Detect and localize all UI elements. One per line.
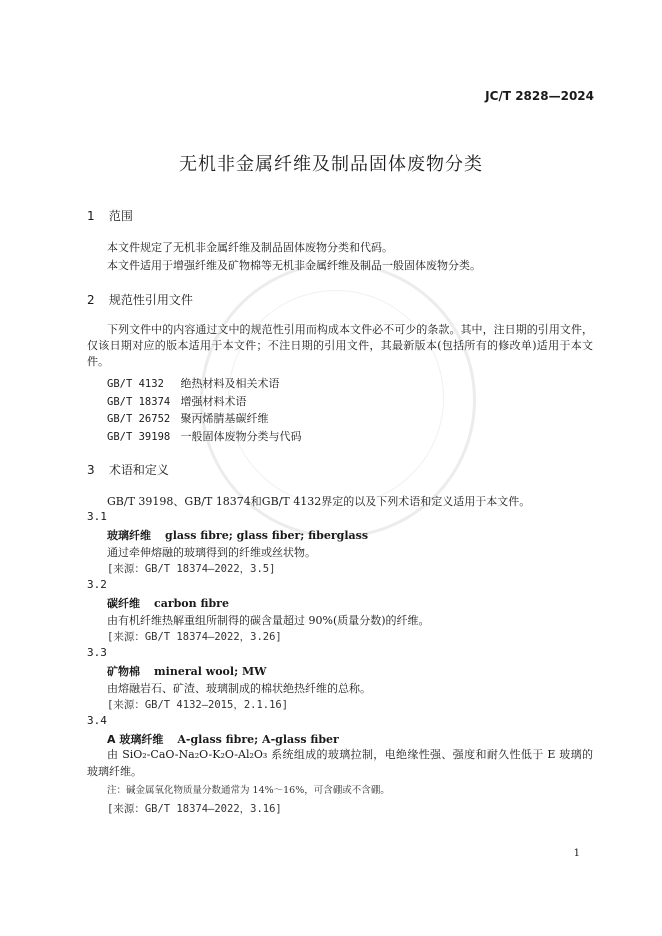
term-heading bbox=[107, 663, 267, 679]
section-number: 1 bbox=[87, 209, 95, 223]
term-en: carbon fibre bbox=[154, 597, 229, 610]
ref-name: 绝热材料及相关术语 bbox=[180, 377, 280, 390]
term-en: mineral wool; MW bbox=[154, 665, 267, 678]
term-source: [来源：GB/T 18374—2022，3.16] bbox=[107, 803, 282, 815]
term-heading bbox=[107, 595, 229, 611]
term-heading bbox=[107, 731, 339, 747]
section-title: 规范性引用文件 bbox=[108, 293, 193, 307]
ref-item bbox=[107, 375, 280, 391]
ref-code: GB/T 18374 bbox=[107, 396, 171, 408]
term-cn: 玻璃纤维 bbox=[107, 529, 151, 542]
ref-code: GB/T 4132 bbox=[107, 378, 164, 390]
ref-item bbox=[107, 393, 247, 409]
ref-item bbox=[107, 410, 269, 426]
term-heading bbox=[107, 527, 368, 543]
term-cn: 矿物棉 bbox=[107, 665, 140, 678]
standard-code: JC/T 2828—2024 bbox=[485, 89, 594, 103]
section-1-heading bbox=[87, 207, 133, 224]
term-number: 3.2 bbox=[87, 578, 107, 591]
term-definition: 由有机纤维热解重组所制得的碳含量超过 90%(质量分数)的纤维。 bbox=[107, 614, 430, 627]
term-cn: 碳纤维 bbox=[107, 597, 140, 610]
term-cn: A 玻璃纤维 bbox=[107, 733, 164, 746]
ref-name: 一般固体废物分类与代码 bbox=[180, 430, 302, 443]
terms-intro: GB/T 39198、GB/T 18374和GB/T 4132界定的以及下列术语和定义适用于本文件。 bbox=[107, 495, 531, 508]
term-number: 3.4 bbox=[87, 714, 107, 727]
term-number: 3.3 bbox=[87, 646, 107, 659]
term-en: glass fibre; glass fiber; fiberglass bbox=[165, 529, 369, 542]
term-definition: 由 SiO₂-CaO-Na₂O-K₂O-Al₂O₃ 系统组成的玻璃拉制，电绝缘性强、强度和耐久性低于 E 玻璃的玻璃纤维。 bbox=[87, 748, 593, 778]
term-en: A-glass fibre; A-glass fiber bbox=[177, 733, 339, 746]
section-number: 2 bbox=[87, 293, 95, 307]
section-number: 3 bbox=[87, 463, 95, 477]
term-source: [来源：GB/T 18374—2022，3.5] bbox=[107, 563, 276, 575]
page-number: 1 bbox=[573, 848, 580, 859]
document-title: 无机非金属纤维及制品固体废物分类 bbox=[179, 154, 483, 175]
ref-name: 增强材料术语 bbox=[180, 395, 247, 408]
normative-intro: 下列文件中的内容通过文中的规范性引用而构成本文件必不可少的条款。其中，注日期的引用文件，仅该日期对应的版本适用于本文件；不注日期的引用文件，其最新版本(包括所有的修改单)适用于本文件。 bbox=[87, 323, 593, 368]
term-definition: 通过牵伸熔融的玻璃得到的纤维或丝状物。 bbox=[107, 546, 316, 559]
ref-code: GB/T 26752 bbox=[107, 413, 171, 425]
term-definition: 由熔融岩石、矿渣、玻璃制成的棉状绝热纤维的总称。 bbox=[107, 682, 371, 695]
scope-paragraph-2: 本文件适用于增强纤维及矿物棉等无机非金属纤维及制品一般固体废物分类。 bbox=[107, 259, 481, 272]
section-title: 范围 bbox=[108, 209, 133, 223]
section-title: 术语和定义 bbox=[108, 463, 169, 477]
ref-name: 聚丙烯腈基碳纤维 bbox=[180, 412, 269, 425]
term-note: 注：碱金属氧化物质量分数通常为 14%～16%，可含硼或不含硼。 bbox=[107, 785, 390, 796]
ref-item bbox=[107, 428, 302, 444]
section-3-heading bbox=[87, 461, 169, 478]
section-2-heading bbox=[87, 291, 193, 308]
term-number: 3.1 bbox=[87, 510, 107, 523]
ref-code: GB/T 39198 bbox=[107, 431, 171, 443]
scope-paragraph-1: 本文件规定了无机非金属纤维及制品固体废物分类和代码。 bbox=[107, 241, 393, 254]
term-source: [来源：GB/T 4132—2015，2.1.16] bbox=[107, 699, 289, 711]
term-source: [来源：GB/T 18374—2022，3.26] bbox=[107, 631, 282, 643]
